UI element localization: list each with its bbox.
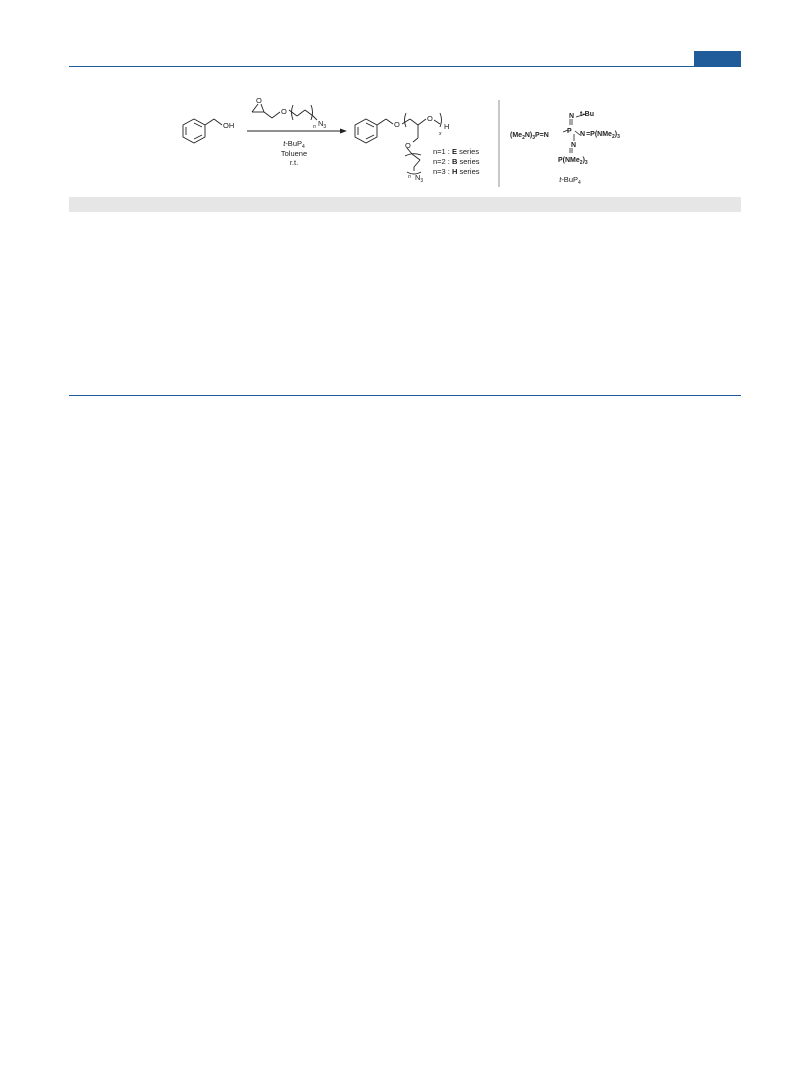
base-top-n: N (569, 113, 575, 120)
series-h-suffix: series (457, 167, 480, 176)
series-b-letter: B (451, 157, 458, 166)
catalyst-prefix: t (283, 139, 286, 148)
footer-rule (69, 395, 741, 396)
series-h-prefix: n=3 : (433, 167, 452, 176)
section-tab (694, 51, 741, 66)
product-n-label: n (408, 174, 411, 180)
scheme-drawing (0, 90, 809, 200)
series-e-suffix: series (457, 147, 480, 156)
azide-label (318, 119, 326, 130)
base-name-prefix: t (559, 175, 562, 184)
product-ether-oxygen: O (394, 120, 400, 129)
base-left-group: $(Me_2N)_3P=N$ (510, 132, 549, 141)
series-h-letter: H (451, 167, 458, 176)
series-e-label (433, 147, 479, 156)
product-azide-n: N (415, 173, 421, 182)
series-b-prefix: n=2 : (433, 157, 452, 166)
product-backbone-oxygen: O (427, 114, 433, 123)
azide-subscript: 3 (323, 124, 327, 130)
ether-oxygen-label: O (281, 107, 287, 116)
azide-n: N (318, 119, 324, 128)
catalyst-main: -BuP (285, 139, 302, 148)
base-tbu-label: t-Bu (580, 111, 594, 118)
header-rule (69, 66, 741, 67)
series-b-suffix: series (457, 157, 480, 166)
base-right-group: $N=P(NMe_2)_3$ (580, 131, 620, 140)
series-e-letter: E (451, 147, 457, 156)
product-sidechain-oxygen: O (405, 141, 411, 150)
base-name-main: -BuP (561, 175, 578, 184)
base-bottom-group: $P(NMe_2)_3$ (558, 157, 588, 166)
base-name-subscript: 4 (578, 180, 581, 186)
reaction-scheme (0, 90, 809, 200)
base-name-label (559, 175, 581, 186)
catalyst-subscript: 4 (302, 144, 305, 150)
series-e-prefix: n=1 : (433, 147, 452, 156)
benzyl-alcohol-structure (183, 119, 222, 143)
caption-bar (69, 197, 741, 212)
product-azide-subscript: 3 (420, 178, 424, 184)
reaction-arrow (247, 129, 347, 134)
product-azide-label (415, 173, 423, 184)
series-b-label (433, 157, 480, 166)
epoxide-oxygen-label: O (256, 96, 262, 105)
hydroxyl-label: OH (223, 121, 235, 130)
base-center-p: P (567, 128, 572, 135)
solvent-label: Toluene (280, 149, 308, 158)
temperature-label: r.t. (289, 158, 299, 167)
product-terminal-h: H (444, 122, 450, 131)
repeat-n-label: n (313, 124, 316, 130)
series-h-label (433, 167, 480, 176)
base-bottom-n: N (571, 142, 577, 149)
product-x-label: x (439, 131, 442, 137)
